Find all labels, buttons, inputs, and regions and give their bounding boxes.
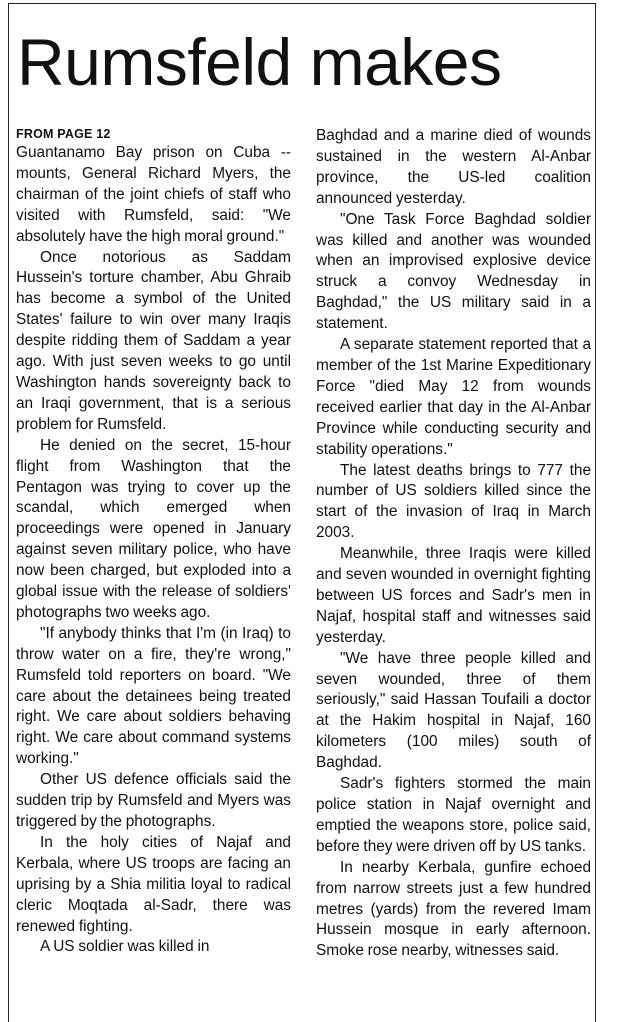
article-paragraph: In nearby Kerbala, gunfire echoed from narrow streets just a few hundred metres (yards) from the revered Imam Hussein mosque in early afternoon. Smoke rose nearby, witnesses said. bbox=[316, 858, 591, 960]
article-paragraph: Sadr's fighters stormed the main police station in Najaf overnight and emptied the weapons store, police said, before they were driven off by US tanks. bbox=[316, 775, 591, 855]
article-paragraph: Baghdad and a marine died of wounds sustained in the western Al-Anbar province, the US-led coalition announced yesterday. bbox=[316, 127, 591, 207]
article-paragraph: "One Task Force Baghdad soldier was killed and another was wounded when an improvised explosive device struck a convoy Wednesday in Baghdad," the US military said in a statement. bbox=[316, 210, 591, 333]
article-paragraph: "If anybody thinks that I'm (in Iraq) to throw water on a fire, they're wrong," Rumsfeld told reporters on board. "We care about the detainees being treated right. We care about soldiers behaving right. We care about command systems working." bbox=[16, 624, 291, 768]
top-border-rule bbox=[8, 3, 596, 4]
continuation-kicker: FROM PAGE 12 bbox=[16, 127, 111, 141]
right-border-rule bbox=[595, 3, 596, 1022]
article-paragraph: The latest deaths brings to 777 the number of US soldiers killed since the start of the invasion of Iraq in March 2003. bbox=[316, 461, 591, 542]
article-column-left bbox=[16, 126, 291, 958]
article-headline: Rumsfeld makes bbox=[17, 25, 502, 99]
left-border-rule bbox=[8, 3, 9, 1022]
article-paragraph: A US soldier was killed in bbox=[40, 938, 210, 956]
article-paragraph: Meanwhile, three Iraqis were killed and seven wounded in overnight fighting between US forces and Sadr's men in Najaf, hospital staff and witnesses said yesterday. bbox=[316, 545, 591, 646]
article-paragraph: He denied on the secret, 15-hour flight from Washington that the Pentagon was trying to cover up the scandal, which emerged when proceedings were opened in January against seven military police, who have now been charged, but exploded into a global issue with the release of soldiers' photographs two weeks ago. bbox=[16, 436, 291, 621]
article-paragraph: In the holy cities of Najaf and Kerbala, where US troops are facing an uprising by a Shia militia loyal to radical cleric Moqtada al-Sadr, there was renewed fighting. bbox=[16, 833, 291, 935]
article-paragraph: Guantanamo Bay prison on Cuba -- mounts, General Richard Myers, the chairman of the joint chiefs of staff who visited with Rumsfeld, said: "We absolutely have the high moral ground." bbox=[16, 144, 291, 245]
article-column-right bbox=[316, 126, 591, 962]
article-paragraph: Other US defence officials said the sudden trip by Rumsfeld and Myers was triggered by the photographs. bbox=[16, 771, 291, 830]
article-paragraph: "We have three people killed and seven wounded, three of them seriously," said Hassan Toufaili a doctor at the Hakim hospital in Najaf, 160 kilometers (100 miles) south of Baghdad. bbox=[316, 649, 591, 772]
article-paragraph: Once notorious as Saddam Hussein's torture chamber, Abu Ghraib has become a symbol of the United States' failure to win over many Iraqis despite ridding them of Saddam a year ago. With just seven weeks to go until Washington hands sovereignty back to an Iraqi government, that is a serious problem for Rumsfeld. bbox=[16, 248, 291, 433]
article-paragraph: A separate statement reported that a member of the 1st Marine Expeditionary Force "died May 12 from wounds received earlier that day in the Al-Anbar Province while conducting security and stability operations." bbox=[316, 336, 591, 458]
